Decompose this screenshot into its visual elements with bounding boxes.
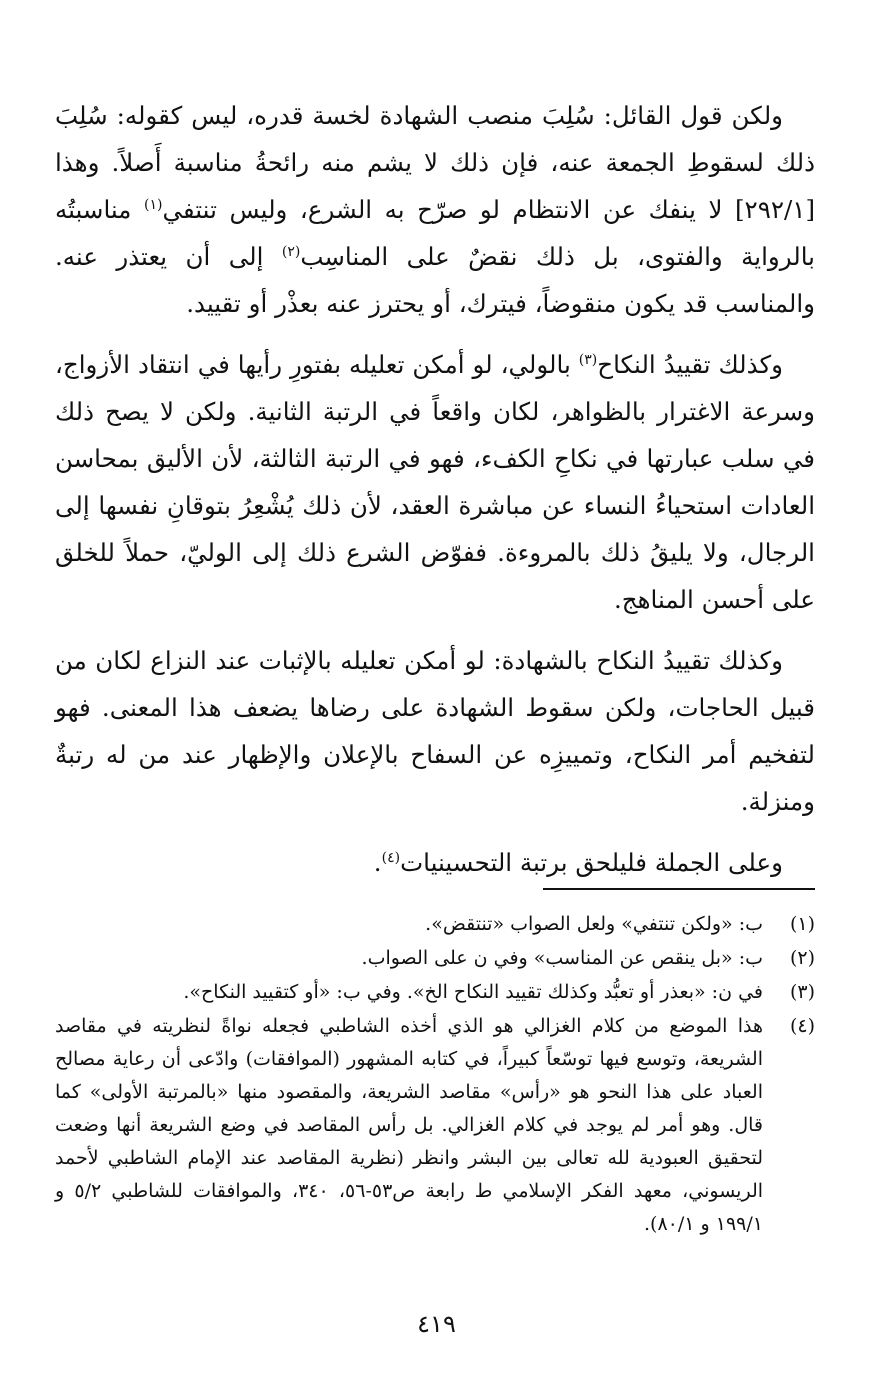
footnotes bbox=[55, 908, 815, 1242]
footnote-text: ب: «بل ينقص عن المناسب» وفي ن على الصواب. bbox=[361, 947, 763, 969]
footnote-number: (١) bbox=[789, 913, 815, 935]
paragraph-4: وعلى الجملة فليلحق برتبة التحسينيات$^{(٤)}$. bbox=[373, 848, 783, 877]
footnote-text: ب: «ولكن تنتفي» ولعل الصواب «تنتقض». bbox=[425, 913, 763, 935]
footnote-4 bbox=[55, 1010, 815, 1241]
footnote-text: في ن: «بعذر أو تعبُّد وكذلك تقييد النكاح الخ». وفي ب: «أو كتقييد النكاح». bbox=[183, 981, 763, 1003]
page-number: ٤١٩ bbox=[417, 1310, 456, 1338]
paragraph-3: وكذلك تقييدُ النكاح بالشهادة: لو أمكن تعليله بالإثبات عند النزاع لكان من قبيل الحاجات، ولكن سقوط الشهادة على رضاها يضعف هذا المعنى. فهو لتفخيم أمر النكاح، وتمييزِه عن السفاح بالإعلان والإظهار عند من له رتبةٌ ومنزلة. bbox=[55, 646, 815, 816]
paragraph-1: ولكن قول القائل: سُلِبَ منصب الشهادة لخسة قدره، ليس كقوله: سُلِبَ ذلك لسقوطِ الجمعة عنه، فإن ذلك لا يشم منه رائحةُ مناسبة أَصلاً. وهذا [٢٩٢/١] لا ينفك عن الانتظام لو صرّح به الشرع، وليس تنتفي$^{(١)}$ مناسبتُه بالرواية والفتوى، بل ذلك نقضٌ على المناسِب$^{(٢)}$ إلى أن يعتذر عنه. والمناسب قد يكون منقوضاً، فيترك، أو يحترز عنه بعذْر أو تقييد. bbox=[55, 101, 816, 318]
footnote-2 bbox=[55, 942, 815, 975]
main-text bbox=[55, 92, 815, 900]
footnote-number: (٢) bbox=[789, 947, 815, 969]
footnote-number: (٣) bbox=[789, 981, 815, 1003]
footnote-marker-3: (٣) bbox=[578, 351, 598, 368]
footnote-marker-1: (١) bbox=[144, 196, 163, 213]
footnote-text: هذا الموضع من كلام الغزالي هو الذي أخذه الشاطبي فجعله نواةً لنظريته في مقاصد الشريعة، وتوسع فيها توسّعاً كبيراً، في كتابه المشهور (الموافقات) وادّعى أن رعاية مصالح العباد على هذا النحو هو «رأس» مقاصد الشريعة، والمقصود منها «بالمرتبة الأولى» كما قال. وهو أمر لم يوجد في كلام الغزالي. بل رأس المقاصد في وضع الشريعة أنها وضعت لتحقيق العبودية لله تعالى بين البشر وانظر (نظرية المقاصد عند الإمام الشاطبي لأحمد الريسوني، معهد الفكر الإسلامي ط رابعة ص٥٣-٥٦، ٣٤٠، والموافقات للشاطبي ٥/٢ و ١٩٩/١ و ٨٠/١). bbox=[55, 1015, 764, 1235]
footnote-3 bbox=[55, 976, 815, 1009]
footnote-number: (٤) bbox=[789, 1015, 815, 1037]
footnote-1 bbox=[55, 908, 815, 941]
footnote-marker-2: (٢) bbox=[281, 243, 301, 260]
footnote-divider bbox=[543, 888, 815, 890]
footnote-marker-4: (٤) bbox=[381, 849, 401, 866]
paragraph-2: وكذلك تقييدُ النكاح$^{(٣)}$ بالولي، لو أمكن تعليله بفتورِ رأيها في انتقاد الأزواج، وسرعة الاغترار بالظواهر، لكان واقعاً في الرتبة الثانية. ولكن لا يصح ذلك في سلب عبارتها في نكاحِ الكفء، فهو في الرتبة الثالثة، لأن الأليق بمحاسن العادات استحياءُ النساء عن مباشرة العقد، لأن ذلك يُشْعِرُ بتوقانِ نفسها إلى الرجال، ولا يليقُ ذلك بالمروءة. ففوّض الشرع ذلك إلى الوليّ، حملاً للخلق على أحسن المناهج. bbox=[55, 350, 815, 614]
